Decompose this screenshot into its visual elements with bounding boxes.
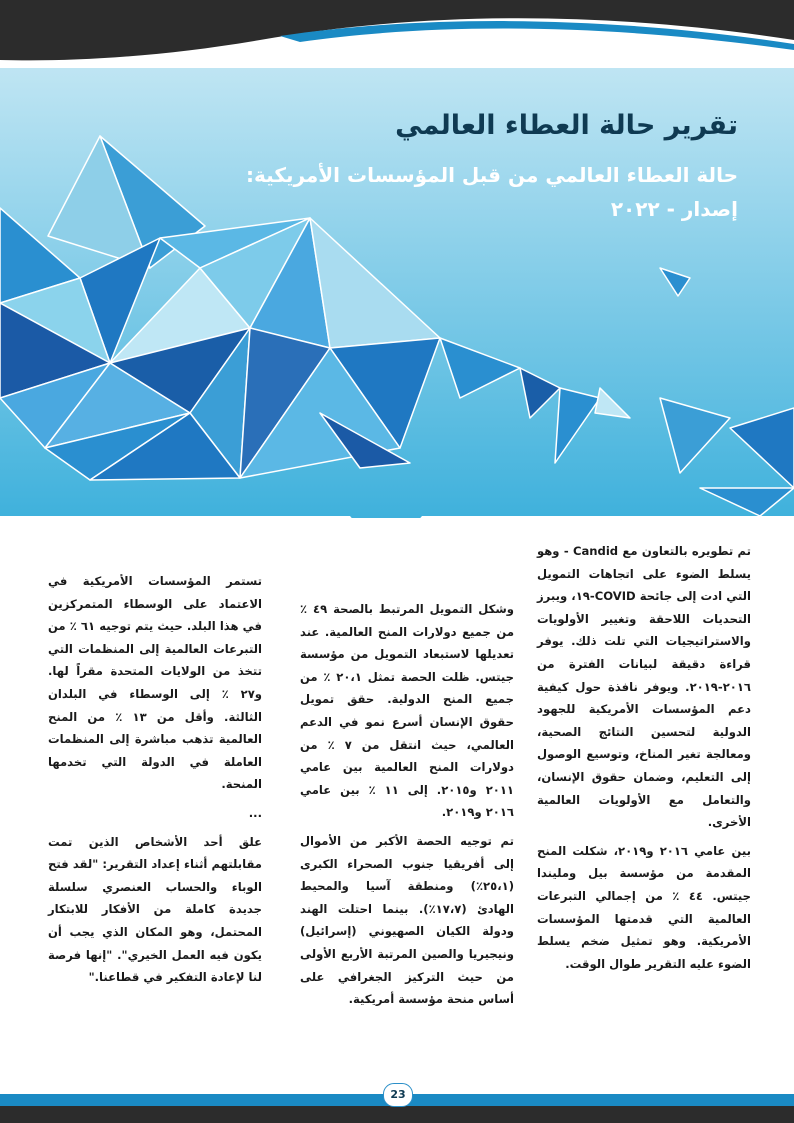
- text-column-right: [537, 540, 751, 981]
- subtitle-line-1: حالة العطاء العالمي من قبل المؤسسات الأمريكية:: [246, 163, 738, 187]
- paragraph: بين عامي ٢٠١٦ و٢٠١٩، شكلت المنح المقدمة من مؤسسة بيل ومليندا جيتس. ٤٤ ٪ من إجمالي التبرعات العالمية التي قدمتها المؤسسات الأمريكية. وهو تمثيل ضخم يسلط الضوء عليه التقرير طوال الوقت.: [537, 843, 751, 971]
- paragraph-ellipsis: ...: [248, 805, 262, 820]
- subtitle-line-2: إصدار - ٢٠٢٢: [610, 197, 738, 221]
- paragraph: وشكل التمويل المرتبط بالصحة ٤٩ ٪ من جميع دولارات المنح العالمية. عند تعديلها لاستبعاد التمويل من مؤسسة جيتس. ظلت الحصة تمثل ٢٠،١ ٪ من جميع المنح الدولية. حقق تمويل حقوق الإنسان أسرع نمو في الدعم العالمي، حيث انتقل من ٧ ٪ من دولارات المنح العالمية بين عامي ٢٠١١ و٢٠١٥. إلى ١١ ٪ بين عامي ٢٠١٦ و٢٠١٩.: [300, 602, 515, 820]
- paragraph: تستمر المؤسسات الأمريكية في الاعتماد على الوسطاء المتمركزين في هذا البلد. حيث يتم توجيه ٦١ ٪ من التبرعات العالمية إلى المنظمات التي تتخذ من الولايات المتحدة مقراً لها. و٢٧ ٪ إلى الوسطاء في البلدان الثالثة. وأقل من ١٣ ٪ من المنح العالمية تذهب مباشرة إلى المنظمات العاملة في الدولة التي تخدمها المنحة.: [48, 574, 262, 792]
- top-swoosh-band: [0, 0, 794, 70]
- page-title: تقرير حالة العطاء العالمي: [395, 110, 738, 141]
- page-subtitle: [98, 158, 738, 226]
- page-number: 23: [383, 1083, 413, 1107]
- paragraph: تم تطويره بالتعاون مع Candid - وهو يسلط الضوء على اتجاهات التمويل التي ادت إلى جائحة COVID-١٩، ويبرز التحديات اللاحقة وتغيير الأولويات والاستراتيجيات التي تلت ذلك. يوفر قراءة دقيقة لبيانات الفترة من ٢٠١٦-٢٠١٩. ويوفر نافذة حول كيفية دعم المؤسسات الأمريكية للجهود الدولية لتحسين النتائج الصحية، ومعالجة تغير المناخ، وتوسيع الوصول إلى التعليم، وضمان حقوق الإنسان، والتعامل مع الأولويات العالمية الأخرى.: [537, 544, 752, 830]
- text-column-middle: [300, 598, 514, 1017]
- text-column-left: [48, 570, 262, 995]
- paragraph: تم توجيه الحصة الأكبر من الأموال إلى أفريقيا جنوب الصحراء الكبرى (٢٥،١٪) ومنطقة آسيا والمحيط الهادئ (١٧،٧٪). بينما احتلت الهند ودولة الكيان الصهيوني (إسرائيل) ونيجيريا والصين المرتبة الأربع الأولى من حيث التركيز الجغرافي على أساس منحة مؤسسة أمريكية.: [300, 833, 515, 1007]
- paragraph: علق أحد الأشخاص الذين تمت مقابلتهم أثناء إعداد التقرير: "لقد فتح الوباء والحساب العنصري سلسلة جديدة كاملة من الأفكار للابتكار المحتمل، وهو المكان الذي يجب أن يكون فيه العمل الخيري". "إنها فرصة لنا لإعادة التفكير في قطاعنا.": [48, 834, 262, 985]
